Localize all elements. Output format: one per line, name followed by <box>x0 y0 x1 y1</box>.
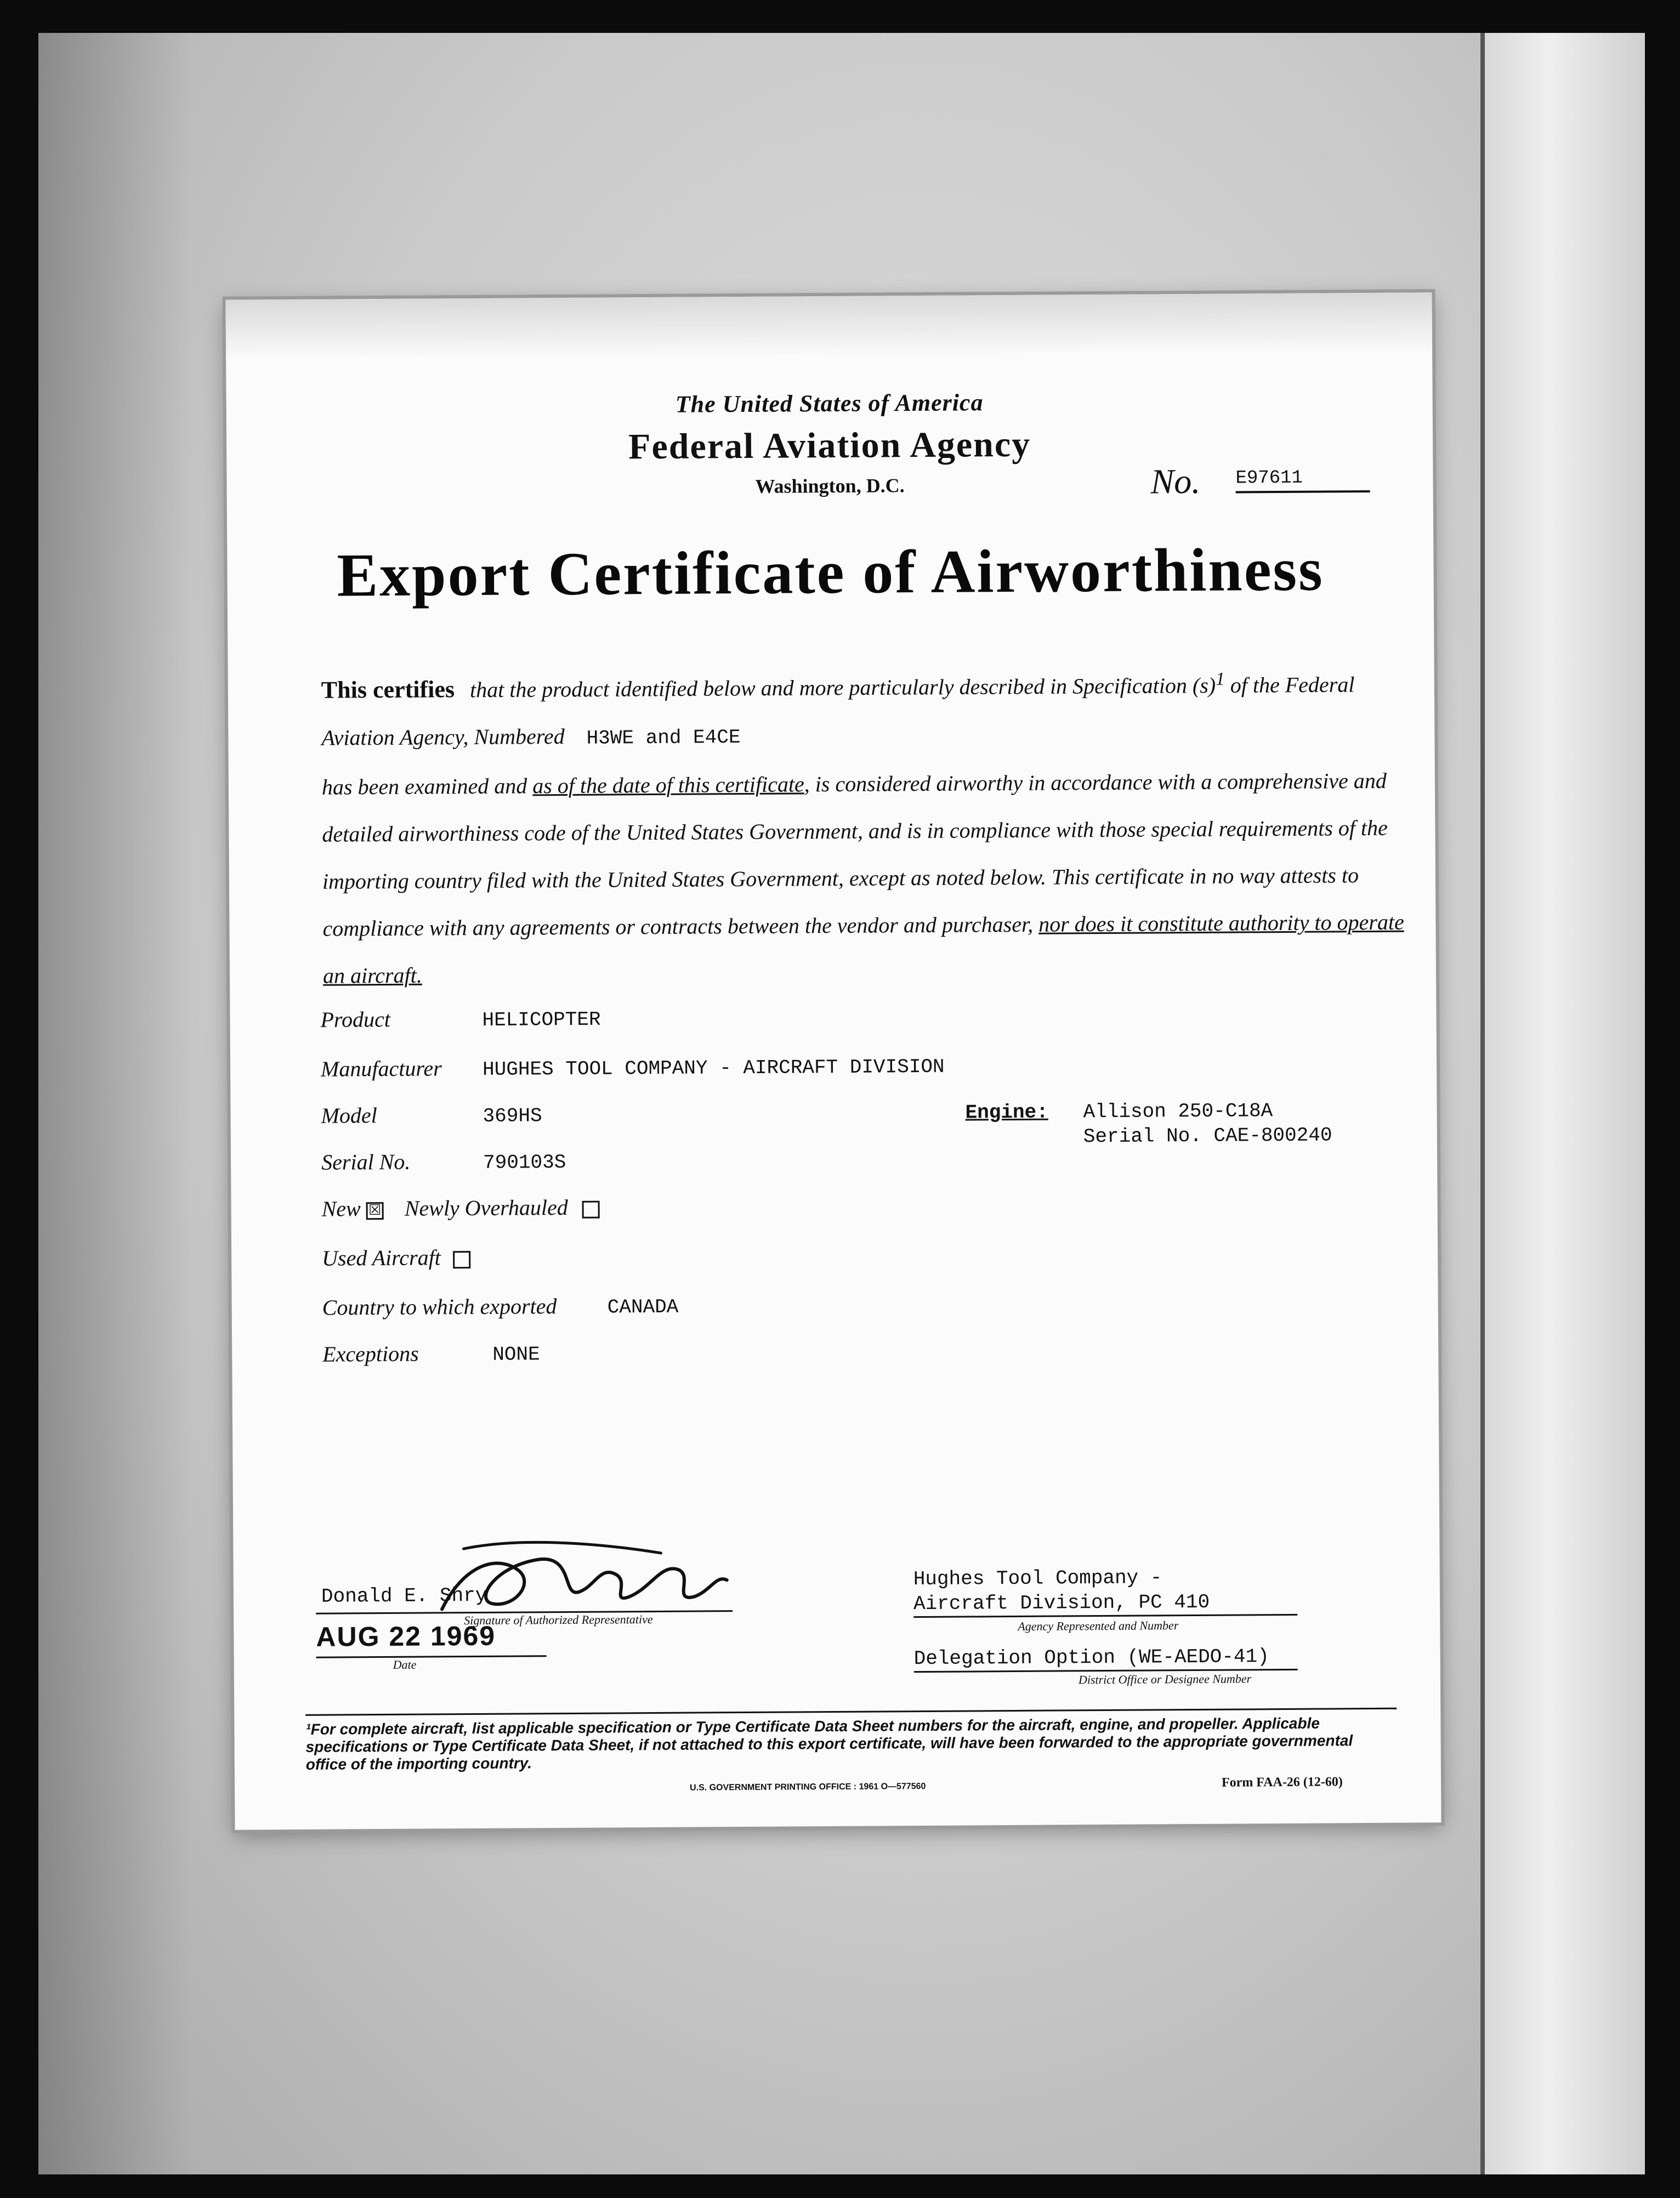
header-country: The United States of America <box>675 389 984 418</box>
statement-part4: , is considered airworthy in accordance with a comprehensive and detailed airworthiness code of the United States Government, and is in compliance with those special requirements of the importing country filed with the United States Government, except as noted below. This certificate in no way attests to compliance with any agreements or contracts between the vendor and purchaser, <box>322 768 1388 942</box>
date-line <box>316 1655 547 1658</box>
serial-value: 790103S <box>483 1151 566 1174</box>
spec-numbers: H3WE and E4CE <box>586 726 741 750</box>
model-label: Model <box>321 1103 377 1128</box>
new-checkbox[interactable]: ☒ <box>366 1202 384 1220</box>
statement-date-clause: as of the date of this certificate <box>532 772 804 798</box>
scan-edge-line <box>1480 33 1485 2174</box>
certification-statement <box>321 655 1415 1000</box>
statement-part2: of the Federal Aviation Agency, Numbered <box>321 672 1355 751</box>
country-value: CANADA <box>607 1295 679 1319</box>
used-row <box>322 1244 470 1271</box>
certificate-title: Export Certificate of Airworthiness <box>337 535 1324 610</box>
country-label: Country to which exported <box>322 1294 557 1320</box>
exceptions-value: NONE <box>492 1343 540 1366</box>
certificate-number: E97611 <box>1235 467 1370 493</box>
manufacturer-value: HUGHES TOOL COMPANY - AIRCRAFT DIVISION <box>482 1055 945 1081</box>
agency-line-1: Hughes Tool Company - <box>913 1566 1162 1591</box>
engine-label: Engine: <box>965 1101 1048 1124</box>
overhauled-checkbox[interactable] <box>582 1200 600 1218</box>
serial-label: Serial No. <box>321 1149 411 1175</box>
agency-caption: Agency Represented and Number <box>1018 1618 1179 1633</box>
used-label: Used Aircraft <box>322 1245 441 1271</box>
footnote-mark: 1 <box>1215 669 1225 689</box>
statement-part3: has been examined and <box>321 773 527 800</box>
certificate-sheet <box>225 292 1441 1829</box>
new-label: New <box>321 1196 361 1221</box>
delegation-caption: District Office or Designee Number <box>1078 1672 1252 1687</box>
footnote: ¹For complete aircraft, list applicable specification or Type Certificate Data Sheet numbers for the aircraft, engine, and propeller. Applicable specifications or Type Certificate Data Sheet, if not attached to this export certificate, will have been forwarded to the appropriate governmental office of the importing country. <box>305 1714 1353 1773</box>
used-checkbox[interactable] <box>453 1251 470 1268</box>
exceptions-label: Exceptions <box>322 1341 419 1367</box>
statement-lead: This certifies <box>321 676 455 704</box>
statement-part1: that the product identified below and more particularly described in Specification (s) <box>469 673 1216 703</box>
statement-authority-clause: nor does it constitute authority to operate an aircraft. <box>322 909 1404 989</box>
date-stamp: AUG 22 1969 <box>316 1620 496 1652</box>
model-value: 369HS <box>483 1104 542 1128</box>
sheet-fold-shadow <box>225 292 1432 360</box>
overhauled-label: Newly Overhauled <box>404 1194 568 1221</box>
engine-serial: Serial No. CAE-800240 <box>1083 1124 1332 1148</box>
signature-caption: Signature of Authorized Representative <box>464 1612 653 1628</box>
scan-shadow <box>38 33 192 2174</box>
product-label: Product <box>320 1006 391 1032</box>
condition-row <box>321 1194 599 1222</box>
manufacturer-label: Manufacturer <box>320 1056 442 1081</box>
engine-value: Allison 250-C18A <box>1083 1100 1273 1124</box>
date-caption: Date <box>393 1657 417 1672</box>
printing-office-note: U.S. GOVERNMENT PRINTING OFFICE : 1961 O—577560 <box>690 1781 926 1793</box>
agency-line-2: Aircraft Division, PC 410 <box>913 1590 1297 1618</box>
header-agency: Federal Aviation Agency <box>628 424 1031 467</box>
header-city: Washington, D.C. <box>755 474 905 497</box>
certificate-number-label: No. <box>1150 461 1201 501</box>
product-value: HELICOPTER <box>482 1008 601 1032</box>
delegation-option: Delegation Option (WE-AEDO-41) <box>914 1645 1298 1673</box>
form-number: Form FAA-26 (12-60) <box>1221 1775 1343 1790</box>
signer-name: Donald E. Shry <box>321 1584 487 1608</box>
scan-right-strip <box>1485 33 1645 2174</box>
